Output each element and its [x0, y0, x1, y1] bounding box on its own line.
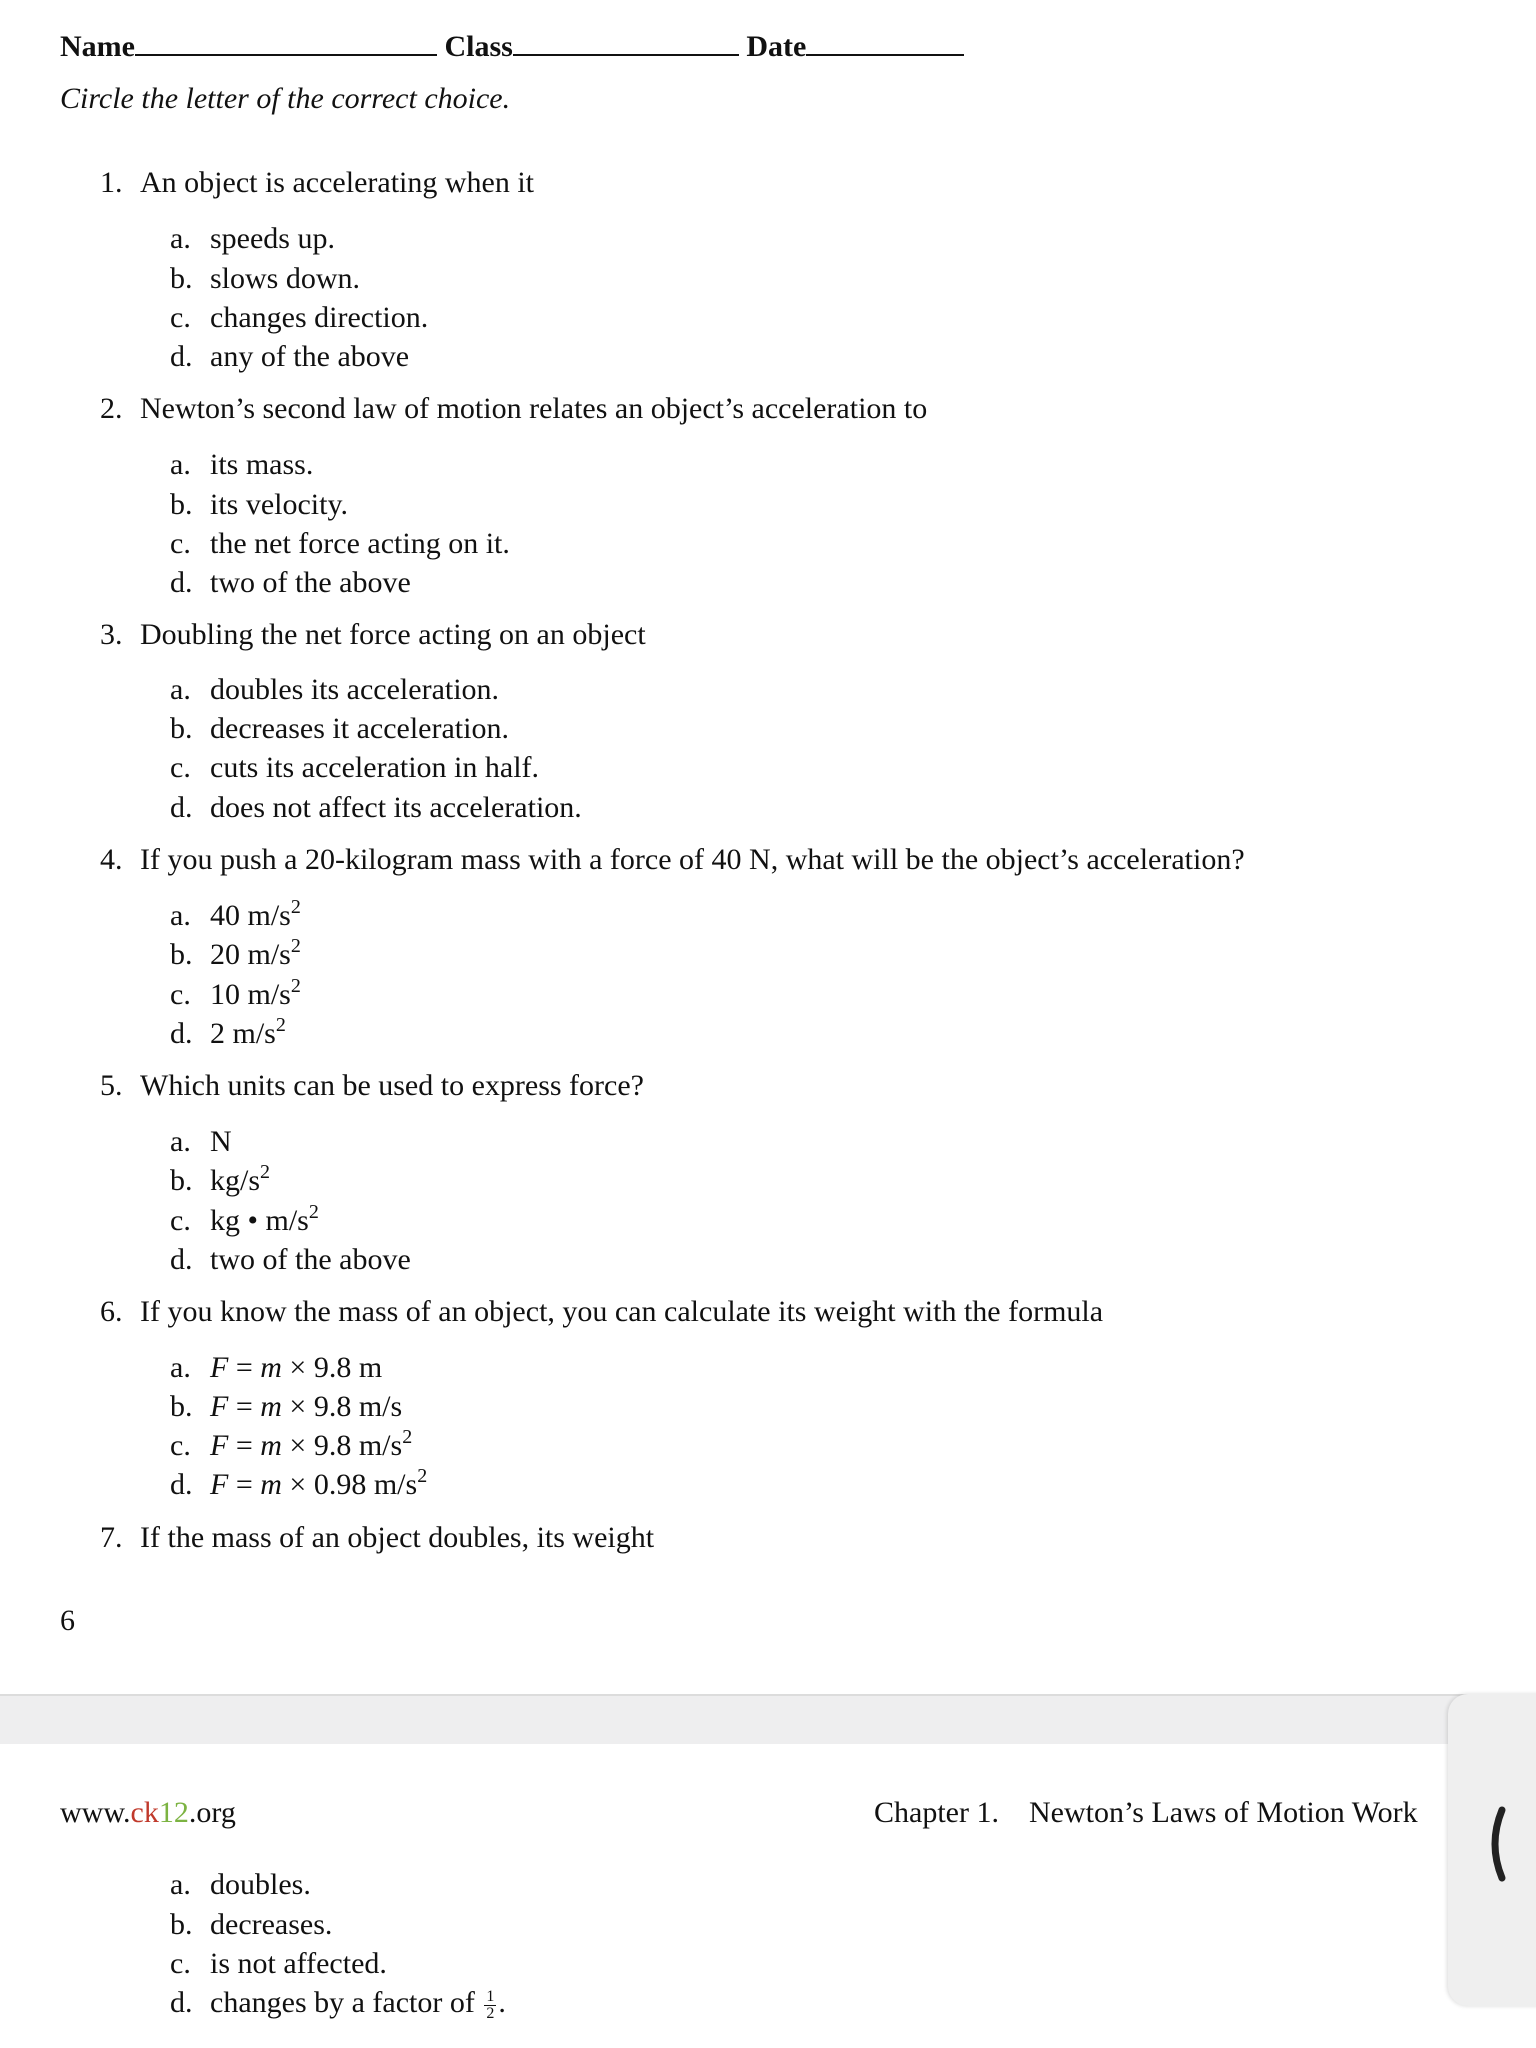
class-blank: [513, 24, 739, 56]
page-2: [0, 1744, 1536, 2048]
option-3d: d. does not affect its acceleration.: [170, 791, 582, 824]
date-blank: [806, 24, 964, 56]
name-blank: [135, 24, 437, 56]
question-1: 1. An object is accelerating when it: [100, 166, 535, 199]
header-fields: [60, 24, 964, 64]
page-divider: [0, 1694, 1536, 1746]
option-1a: a. speeds up.: [170, 222, 335, 255]
option-7a: a. doubles.: [170, 1868, 311, 1901]
option-4d: d. 2 $m/s^2$: [170, 1014, 286, 1050]
instructions: Circle the letter of the correct choice.: [60, 82, 511, 115]
option-3b: b. decreases it acceleration.: [170, 712, 509, 745]
option-6b: b. F = m × 9.8 m/s: [170, 1390, 403, 1423]
option-7b: b. decreases.: [170, 1908, 333, 1941]
date-label: Date: [746, 30, 807, 63]
fraction-one-half: $\frac{1}{2}$: [486, 1987, 495, 2022]
option-7d: d. changes by a factor of $\frac{1}{2}$ .: [170, 1986, 506, 2022]
option-2b: b. its velocity.: [170, 488, 349, 521]
option-7c: c. is not affected.: [170, 1947, 387, 1980]
option-6a: a. F = m × 9.8 m: [170, 1351, 383, 1384]
option-5a: a. N: [170, 1125, 232, 1158]
page-number: 6: [60, 1604, 75, 1637]
option-3c: c. cuts its acceleration in half.: [170, 751, 540, 784]
option-5d: d. two of the above: [170, 1243, 411, 1276]
site-link[interactable]: www.ck12.org: [60, 1796, 236, 1829]
option-5b: b. $kg/s^2$: [170, 1161, 271, 1197]
question-7: 7. If the mass of an object doubles, its weight: [100, 1521, 655, 1554]
option-2d: d. two of the above: [170, 566, 411, 599]
option-6c: c. F = m × 9.8 $m/s^2$: [170, 1426, 413, 1462]
option-4c: c. 10 $m/s^2$: [170, 975, 301, 1011]
option-4b: b. 20 $m/s^2$: [170, 935, 301, 971]
question-6: 6. If you know the mass of an object, you can calculate its weight with the formula: [100, 1295, 1104, 1328]
side-panel-handle[interactable]: [1448, 1694, 1536, 2006]
option-6d: d. F = m × 0.98 $m/s^2$: [170, 1465, 428, 1501]
option-3a: a. doubles its acceleration.: [170, 673, 500, 706]
chapter-header: Chapter 1. Newton’s Laws of Motion Work: [874, 1796, 1418, 1829]
question-2: 2. Newton’s second law of motion relates an object’s acceleration to: [100, 392, 928, 425]
question-3: 3. Doubling the net force acting on an object: [100, 618, 646, 651]
option-1c: c. changes direction.: [170, 301, 429, 334]
question-5: 5. Which units can be used to express force?: [100, 1069, 644, 1102]
chevron-left-icon: [1480, 1804, 1508, 1884]
option-2c: c. the net force acting on it.: [170, 527, 510, 560]
option-2a: a. its mass.: [170, 448, 314, 481]
question-4: 4. If you push a 20-kilogram mass with a force of 40 N, what will be the object’s acceleration?: [100, 843, 1245, 876]
option-5c: c. kg • $m/s^2$: [170, 1201, 319, 1237]
option-4a: a. 40 $m/s^2$: [170, 896, 301, 932]
option-1b: b. slows down.: [170, 262, 361, 295]
option-1d: d. any of the above: [170, 340, 410, 373]
class-label: Class: [444, 30, 513, 63]
name-label: Name: [60, 30, 135, 63]
